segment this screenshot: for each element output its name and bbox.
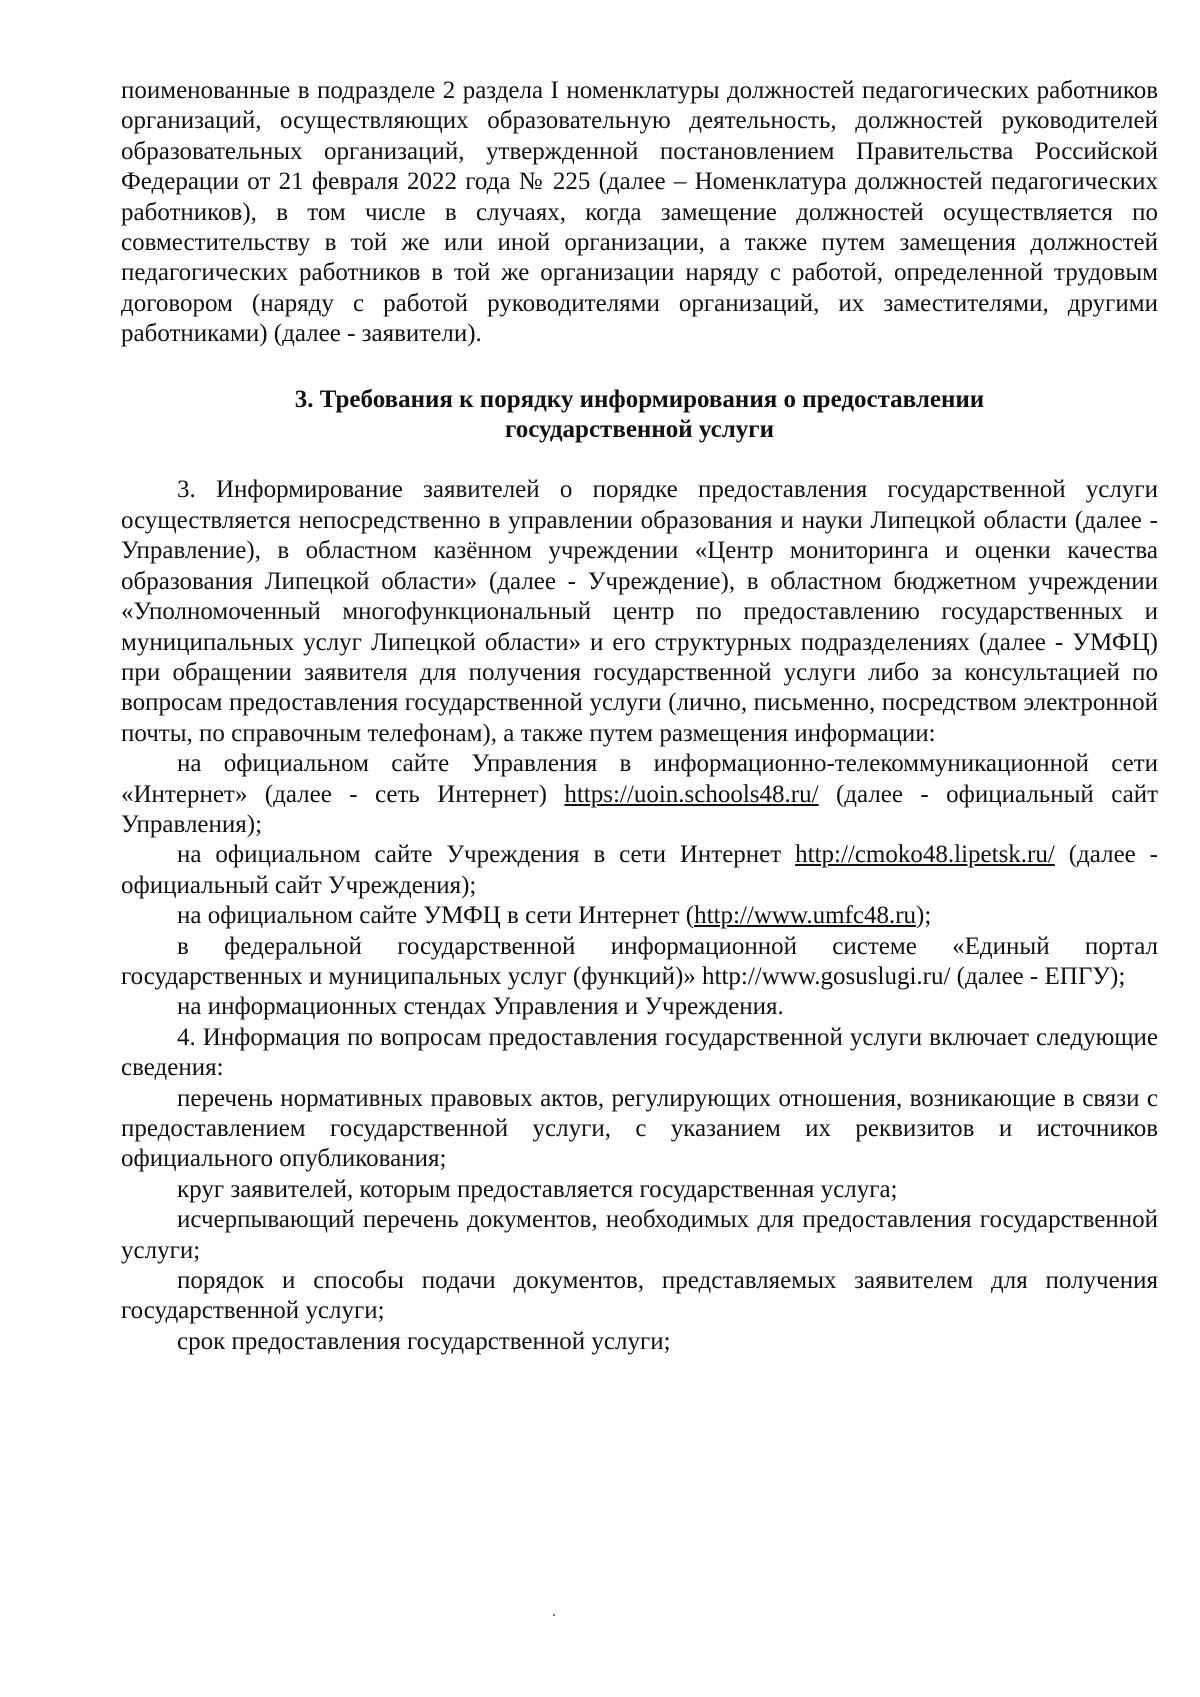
section-heading-line-2: государственной услуги (504, 416, 775, 444)
item-site-upravlenie (121, 749, 1158, 840)
link-cmoko48[interactable]: http://cmoko48.lipetsk.ru/ (795, 841, 1055, 869)
item-epgu: в федеральной государственной информационной системе «Единый портал государственных и муниципальных услуг (функций)» http://www.gosuslugi.ru/ (далее - ЕПГУ); (121, 932, 1158, 990)
item-site-umfc (121, 901, 1158, 931)
item-submission-order: порядок и способы подачи документов, представляемых заявителем для получения государственной услуги; (121, 1267, 1158, 1325)
item-site-uchrezhdenie-before: на официальном сайте Учреждения в сети Интернет (177, 841, 796, 869)
item-documents-list: исчерпывающий перечень документов, необходимых для предоставления государственной услуги; (121, 1206, 1158, 1264)
item-site-upravlenie-before: на официальном сайте Управления в информационно-телекоммуникационной сети «Интернет» (далее - сеть Интернет) (121, 750, 1158, 808)
item-site-umfc-before: на официальном сайте УМФЦ в сети Интернет ( (177, 902, 695, 930)
document-page (121, 76, 1158, 1357)
paragraph-applicants-definition: поименованные в подразделе 2 раздела I номенклатуры должностей педагогических работников организаций, осуществляющих образовательную деятельность, должностей руководителей образовательных организаций, утвержденной постановлением Правительства Российской Федерации от 21 февраля 2022 года № 225 (далее – Номенклатура должностей педагогических работников), в том числе в случаях, когда замещение должностей осуществляется по совместительству в той же или иной организации, а также путем замещения должностей педагогических работников в той же организации наряду с работой, определенной трудовым договором (наряду с работой руководителями организаций, их заместителями, другими работниками) (далее - заявители). (121, 77, 1158, 348)
link-umfc48[interactable]: http://www.umfc48.ru (694, 902, 917, 930)
item-info-stands: на информационных стендах Управления и Учреждения. (177, 993, 784, 1021)
item-site-uchrezhdenie-after: (далее - официальный сайт Учреждения); (121, 841, 1158, 899)
section-heading (121, 385, 1158, 446)
item-legal-acts: перечень нормативных правовых актов, регулирующих отношения, возникающие в связи с предоставлением государственной услуги, с указанием их реквизитов и источников официального опубликования; (121, 1084, 1158, 1173)
item-site-upravlenie-after: (далее - официальный сайт Управления); (121, 780, 1158, 838)
paragraph-3-informing: 3. Информирование заявителей о порядке предоставления государственной услуги осуществляется непосредственно в управлении образования и науки Липецкой области (далее - Управление), в областном казённом учреждении «Центр мониторинга и оценки качества образования Липецкой области» (далее - Учреждение), в областном бюджетном учреждении «Уполномоченный многофункциональный центр по предоставлению государственных и муниципальных услуг Липецкой области» и его структурных подразделениях (далее - УМФЦ) при обращении заявителя для получения государственной услуги либо за консультацией по вопросам предоставления государственной услуги (лично, письменно, посредством электронной почты, по справочным телефонам), а также путем размещения информации: (121, 476, 1158, 747)
link-uoin-schools48[interactable]: https://uoin.schools48.ru/ (564, 780, 819, 808)
paragraph-4-information-contents: 4. Информация по вопросам предоставления государственной услуги включает следующие сведения: (121, 1023, 1158, 1082)
item-service-term: срок предоставления государственной услуги; (177, 1327, 671, 1355)
item-site-uchrezhdenie (121, 840, 1158, 901)
item-site-umfc-after: ); (916, 902, 932, 930)
section-heading-line-1: 3. Требования к порядку информирования о предоставлении (294, 385, 985, 413)
item-applicants-circle: круг заявителей, которым предоставляется государственная услуга; (177, 1175, 898, 1203)
scan-speck (553, 1614, 555, 1616)
